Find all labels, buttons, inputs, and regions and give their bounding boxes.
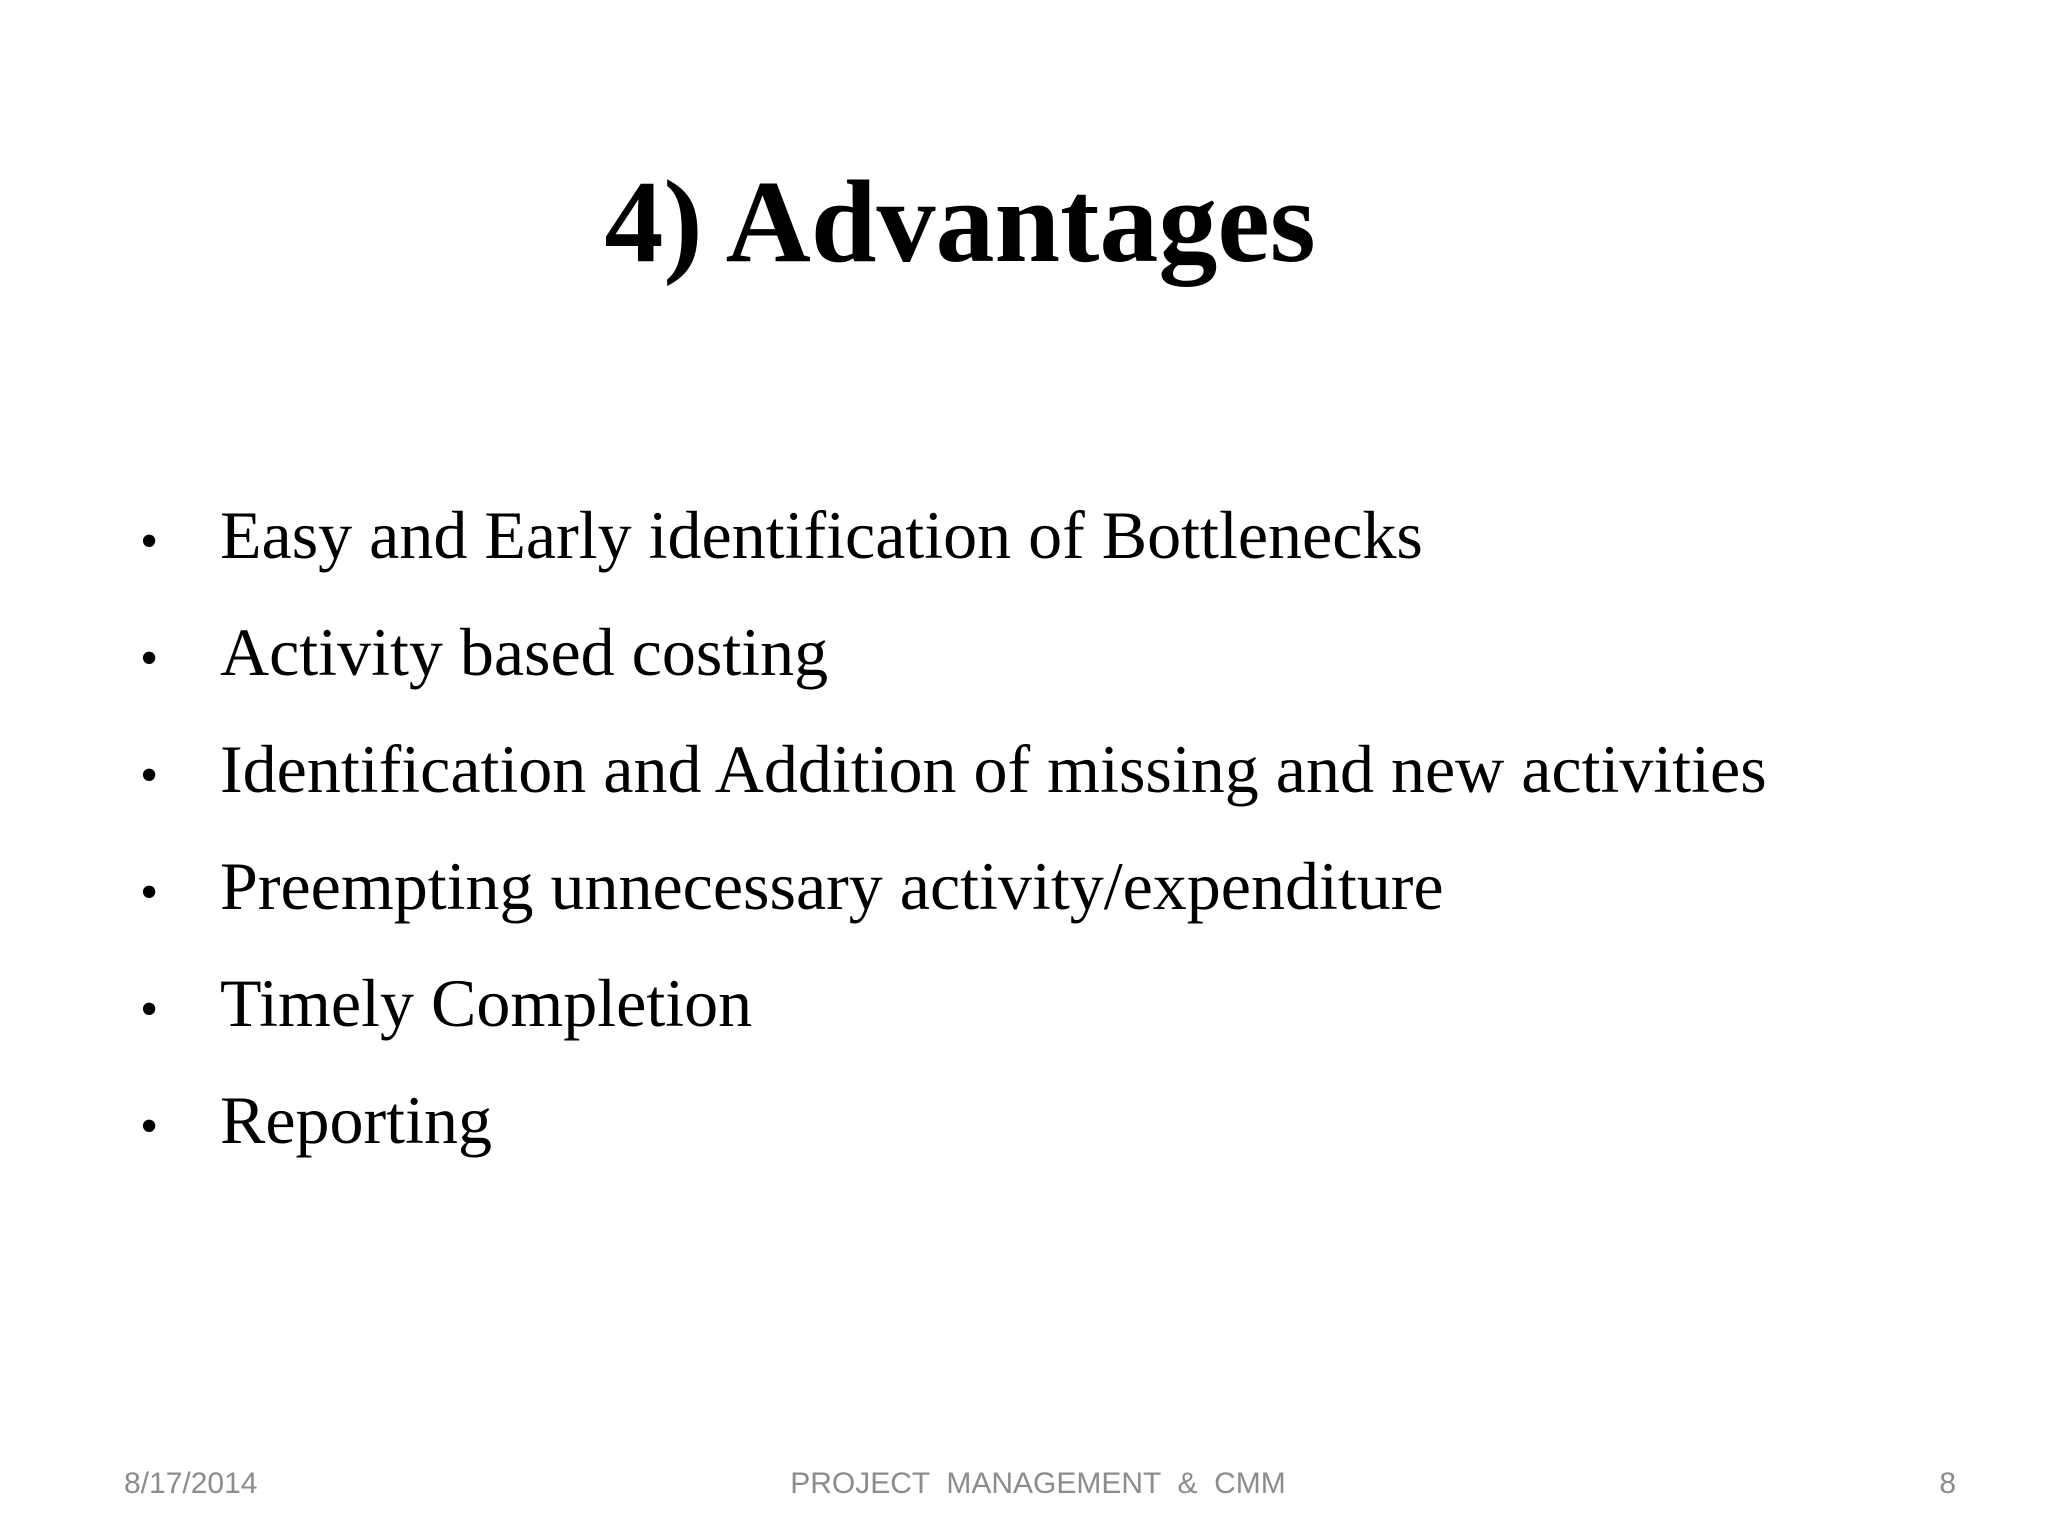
- list-item: [140, 730, 1767, 847]
- bullet-text: Preempting unnecessary activity/expenditure: [220, 848, 1444, 924]
- bullet-icon: •: [140, 630, 159, 687]
- bullet-icon: •: [140, 864, 159, 921]
- list-item: [140, 1081, 1767, 1198]
- list-item: [140, 847, 1767, 964]
- slide-title: 4) Advantages: [604, 156, 1316, 287]
- list-item: [140, 496, 1767, 613]
- bullet-icon: •: [140, 513, 159, 570]
- bullet-text: Timely Completion: [220, 965, 753, 1041]
- list-item: [140, 964, 1767, 1081]
- page-number: 8: [1939, 1467, 1956, 1500]
- bullet-text: Identification and Addition of missing and new activities: [220, 731, 1767, 807]
- footer-date: 8/17/2014: [124, 1467, 258, 1500]
- bullet-text: Reporting: [220, 1082, 492, 1158]
- bullet-icon: •: [140, 747, 159, 804]
- bullet-list: [140, 496, 1767, 1198]
- footer-title: PROJECT MANAGEMENT & CMM: [790, 1467, 1286, 1500]
- bullet-icon: •: [140, 981, 159, 1038]
- bullet-text: Activity based costing: [220, 614, 829, 690]
- bullet-text: Easy and Early identification of Bottlenecks: [220, 497, 1423, 573]
- list-item: [140, 613, 1767, 730]
- bullet-icon: •: [140, 1098, 159, 1155]
